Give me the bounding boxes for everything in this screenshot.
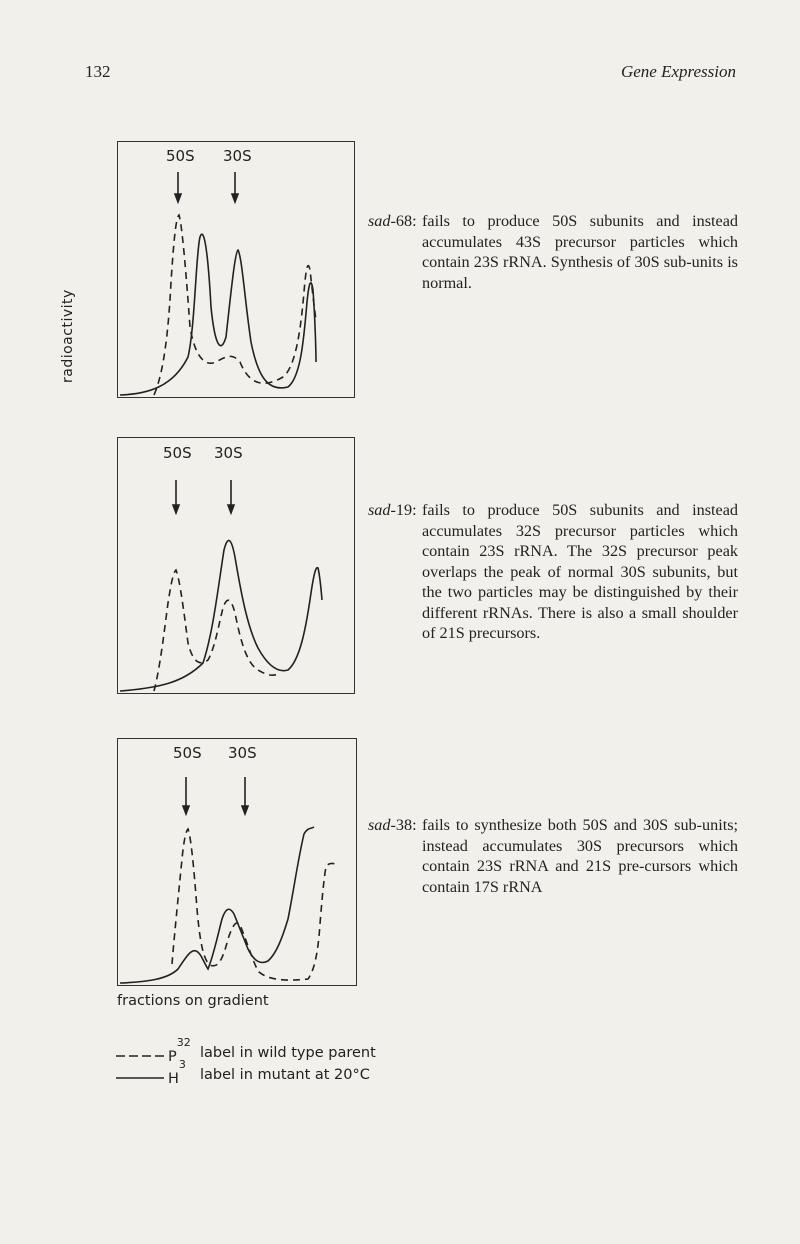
legend-item-mutant: [116, 1058, 376, 1088]
marker-30s-arrowhead: [232, 194, 238, 202]
mutant-label: sad-19:: [368, 501, 417, 519]
legend-text: label in wild type parent: [200, 1045, 376, 1061]
mutant-description-sad38: [368, 815, 738, 897]
sedimentation-profile: [118, 438, 354, 693]
marker-50s-arrowhead: [175, 194, 181, 202]
dashed-line-swatch: [116, 1054, 166, 1058]
sedimentation-profile: [118, 739, 356, 985]
legend-text: label in mutant at 20°C: [200, 1067, 370, 1083]
sedimentation-profile: [118, 142, 354, 397]
page-number: 132: [85, 62, 111, 81]
gradient-panel-sad19: [117, 437, 355, 694]
running-title: Gene Expression: [620, 62, 736, 81]
marker-50s-label: 50S: [163, 444, 192, 462]
solid-line-swatch: [116, 1076, 166, 1080]
y-axis-label: radioactivity: [60, 289, 76, 383]
isotope-label: $H^3$: [168, 1058, 186, 1087]
mutant-description-text: fails to synthesize both 50S and 30S sub-units; instead accumulates 30S precursors which contain 23S rRNA and 21S pre-cursors which contain 17S rRNA: [422, 816, 738, 896]
marker-30s-label: 30S: [228, 744, 257, 762]
gradient-panel-sad38: [117, 738, 357, 986]
marker-30s-label: 30S: [223, 147, 252, 165]
mutant-description-text: fails to produce 50S subunits and instead accumulates 43S precursor particles which contain 23S rRNA. Synthesis of 30S sub-units is normal.: [422, 212, 738, 292]
marker-50s-label: 50S: [166, 147, 195, 165]
marker-50s-label: 50S: [173, 744, 202, 762]
mutant-h3-curve: [120, 827, 314, 983]
isotope-label: $P^{32}$: [168, 1036, 191, 1065]
mutant-description-text: fails to produce 50S subunits and instead accumulates 32S precursor particles which contain 23S rRNA. The 32S precursor peak overlaps the peak of normal 30S subunits, but the two particles may be distinguished by their different rRNAs. There is also a small shoulder of 21S precursors.: [422, 501, 738, 642]
marker-30s-arrowhead: [228, 505, 234, 513]
gradient-panel-sad68: [117, 141, 355, 398]
mutant-label: sad-38:: [368, 816, 417, 834]
mutant-description-sad19: [368, 500, 738, 644]
mutant-h3-curve: [120, 234, 316, 395]
marker-30s-label: 30S: [214, 444, 243, 462]
x-axis-label: fractions on gradient: [117, 993, 269, 1009]
legend-item-wildtype: [116, 1036, 376, 1066]
marker-30s-arrowhead: [242, 806, 248, 814]
wildtype-p32-curve: [154, 215, 316, 395]
marker-50s-arrowhead: [183, 806, 189, 814]
mutant-label: sad-68:: [368, 212, 417, 230]
mutant-description-sad68: [368, 211, 738, 293]
marker-50s-arrowhead: [173, 505, 179, 513]
wildtype-p32-curve: [154, 570, 278, 691]
